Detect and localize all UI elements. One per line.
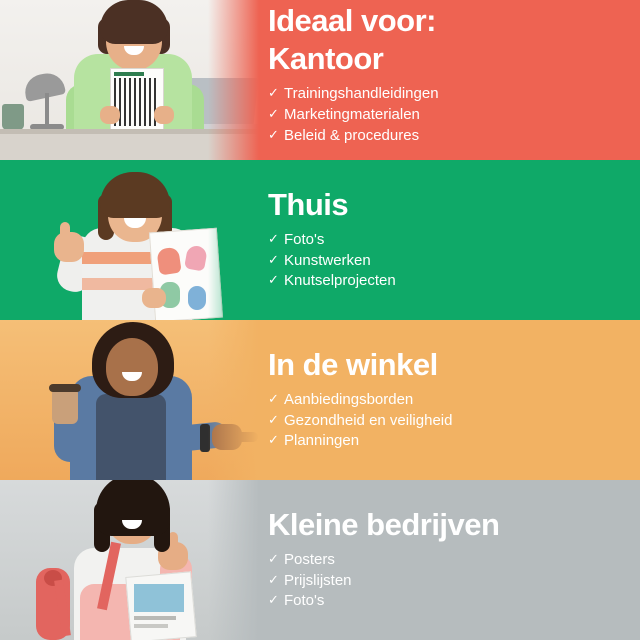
list-item <box>268 571 632 591</box>
bullet-list-home <box>268 230 632 292</box>
list-item <box>268 271 632 291</box>
check-icon: ✓ <box>268 272 279 288</box>
photo-fade <box>208 0 268 160</box>
check-icon: ✓ <box>268 592 279 608</box>
bullet-list-store <box>268 390 632 452</box>
bullet-list-office <box>268 84 632 146</box>
list-item-label: Knutselprojecten <box>284 272 396 290</box>
list-item-label: Beleid & procedures <box>284 126 420 144</box>
list-item-label: Trainingshandleidingen <box>284 85 439 103</box>
list-item <box>268 251 632 271</box>
list-item-label: Planningen <box>284 432 360 450</box>
check-icon: ✓ <box>268 85 279 101</box>
photo-fade <box>208 160 268 320</box>
photo-fade <box>208 320 268 480</box>
check-icon: ✓ <box>268 550 279 566</box>
page-title: Ideaal voor: <box>268 3 436 39</box>
photo-store <box>0 320 268 480</box>
list-item-label: Posters <box>284 550 335 568</box>
section-title-office: Kantoor <box>268 41 384 77</box>
check-icon: ✓ <box>268 390 279 406</box>
list-item <box>268 390 632 410</box>
section-title-business: Kleine bedrijven <box>268 506 500 542</box>
list-item-label: Gezondheid en veiligheid <box>284 411 453 429</box>
list-item-label: Foto's <box>284 592 325 610</box>
list-item-label: Foto's <box>284 230 325 248</box>
list-item <box>268 230 632 250</box>
check-icon: ✓ <box>268 126 279 142</box>
check-icon: ✓ <box>268 571 279 587</box>
list-item-label: Marketingmaterialen <box>284 105 420 123</box>
list-item <box>268 550 632 570</box>
section-business <box>0 480 640 640</box>
check-icon: ✓ <box>268 230 279 246</box>
section-office <box>0 0 640 160</box>
check-icon: ✓ <box>268 411 279 427</box>
text-home <box>268 160 632 320</box>
check-icon: ✓ <box>268 251 279 267</box>
list-item-label: Prijslijsten <box>284 571 352 589</box>
list-item <box>268 105 632 125</box>
section-store <box>0 320 640 480</box>
list-item <box>268 591 632 611</box>
photo-business <box>0 480 268 640</box>
bullet-list-business <box>268 550 632 612</box>
list-item-label: Kunstwerken <box>284 251 371 269</box>
section-title-store: In de winkel <box>268 346 438 382</box>
list-item-label: Aanbiedingsborden <box>284 390 414 408</box>
check-icon: ✓ <box>268 432 279 448</box>
photo-office <box>0 0 268 160</box>
text-store <box>268 320 632 480</box>
list-item <box>268 126 632 146</box>
text-office <box>268 0 632 156</box>
section-home <box>0 160 640 320</box>
photo-home <box>0 160 268 320</box>
list-item <box>268 431 632 451</box>
check-icon: ✓ <box>268 105 279 121</box>
list-item <box>268 84 632 104</box>
list-item <box>268 411 632 431</box>
text-business <box>268 480 632 640</box>
section-title-home: Thuis <box>268 186 349 222</box>
photo-fade <box>208 480 268 640</box>
